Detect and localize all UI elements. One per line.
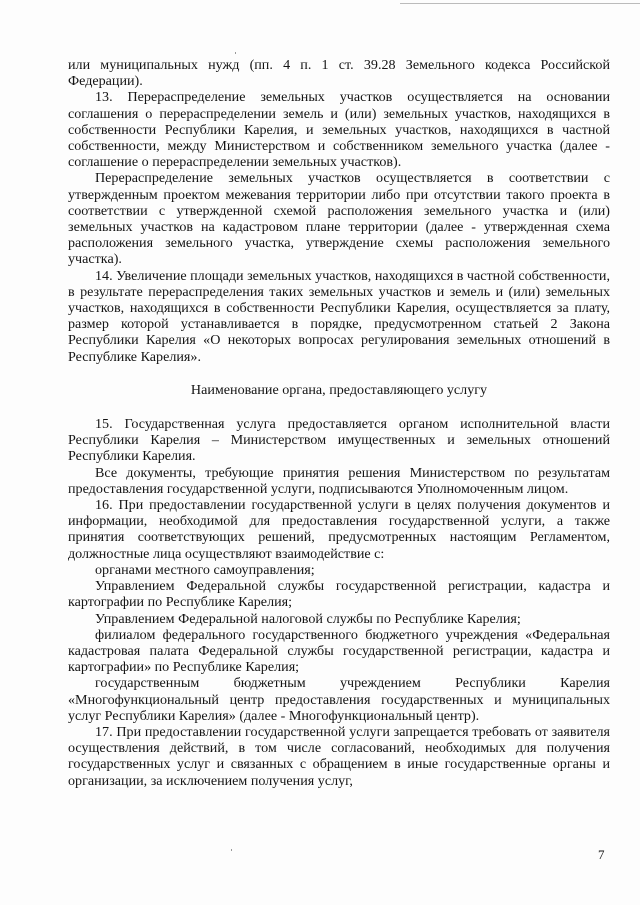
paragraph-16: 16. При предоставлении государственной услуги в целях получения документов и информации, необходимой для предоставления государственной услуги, а также принятия соответствующих решений, предусмотренных настоящим Регламентом, должностные лица осуществляют взаимодействие с:: [68, 497, 610, 562]
paragraph-13-redistribution: Перераспределение земельных участков осуществляется в соответствии с утвержденным проектом межевания территории либо при отсутствии такого проекта в соответствии с утвержденной схемой расположения земельного участка и (или) земельных участков на кадастровом плане территории (далее - утвержденная схема расположения земельного участка, утверждение схемы расположения земельного участка).: [68, 170, 610, 268]
scan-speck: [235, 52, 236, 54]
paragraph-14: 14. Увеличение площади земельных участков, находящихся в частной собственности, в результате перераспределения таких земельных участков и земель и (или) земельных участков, находящихся в собственности Республики Карелия, осуществляется за плату, размер которой устанавливается в порядке, предусмотренном статьей 2 Закона Республики Карелия «О некоторых вопросах регулирования земельных отношений в Республике Карелия».: [68, 267, 610, 365]
paragraph-15-documents: Все документы, требующие принятия решения Министерством по результатам предоставления государственной услуги, подписываются Уполномоченным лицом.: [68, 464, 610, 497]
list-item-mfc: государственным бюджетным учреждением Республики Карелия «Многофункциональный центр предоставления государственных и муниципальных услуг Республики Карелия» (далее - Многофункциональный центр).: [68, 675, 610, 724]
page-number: 7: [598, 847, 605, 862]
list-item-rosreestr: Управлением Федеральной службы государственной регистрации, кадастра и картографии по Республике Карелия;: [68, 578, 610, 611]
top-edge-line: [400, 3, 640, 4]
list-item-local-government: органами местного самоуправления;: [95, 561, 315, 578]
paragraph-17: 17. При предоставлении государственной услуги запрещается требовать от заявителя осуществления действий, в том числе согласований, необходимых для получения государственных услуг и связанных с обращением в иные государственные органы и организации, за исключением получения услуг,: [68, 723, 610, 789]
list-item-cadastral-chamber: филиалом федерального государственного бюджетного учреждения «Федеральная кадастровая палата Федеральной службы государственной регистрации, кадастра и картографии» по Республике Карелия;: [68, 626, 610, 676]
paragraph-13: 13. Перераспределение земельных участков осуществляется на основании соглашения о перераспределении земель и (или) земельных участков, находящихся в собственности Республики Карелия, и земельных участков, находящихся в частной собственности, между Министерством и собственником земельного участка (далее - соглашение о перераспределении земельных участков).: [68, 89, 610, 171]
paragraph-15: 15. Государственная услуга предоставляется органом исполнительной власти Республики Карелия – Министерством имущественных и земельных отношений Республики Карелия.: [68, 416, 610, 465]
scan-speck: [231, 849, 232, 851]
list-item-tax-service: Управлением Федеральной налоговой службы по Республике Карелия;: [95, 610, 521, 627]
section-heading: Наименование органа, предоставляющего услугу: [190, 381, 488, 398]
document-body: [68, 57, 610, 789]
paragraph-continuation: или муниципальных нужд (пп. 4 п. 1 ст. 39.28 Земельного кодекса Российской Федерации).: [68, 57, 610, 90]
